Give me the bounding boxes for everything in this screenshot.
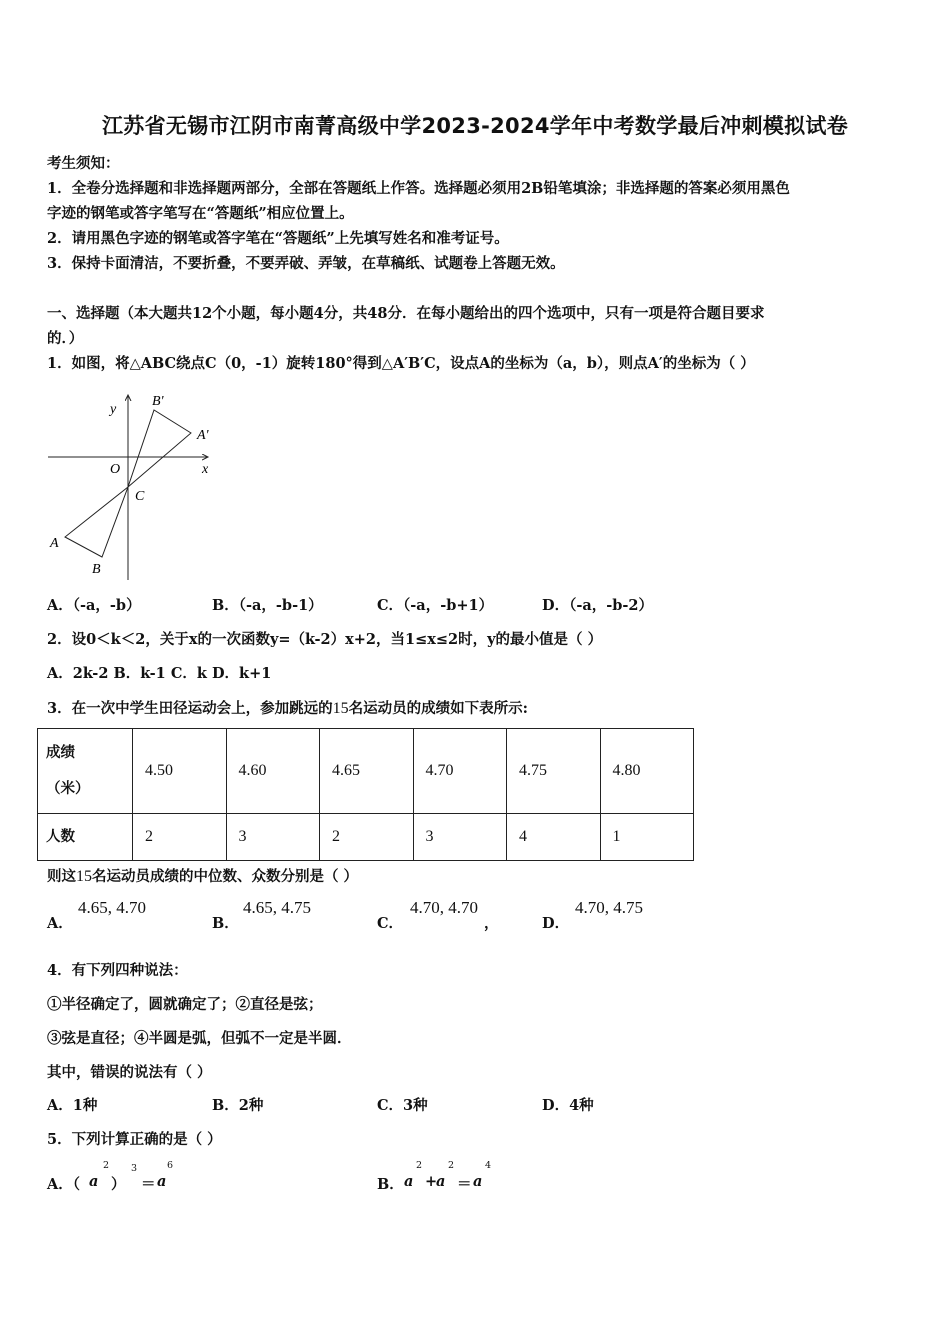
triangle-a-prime-b-prime-c	[128, 410, 191, 487]
label-c: C	[135, 489, 145, 504]
question-5-option-a-equals: ＝	[141, 1176, 156, 1193]
question-3-option-b-label: B．	[212, 915, 239, 932]
question-5-option-b-rhs: a	[473, 1173, 483, 1190]
table-cell: 4.75	[507, 729, 601, 814]
label-y: y	[110, 402, 117, 417]
question-4-line-2: ③弦是直径；④半圆是弧，但弧不一定是半圆．	[47, 1030, 352, 1047]
table-cell: 1	[600, 814, 694, 861]
label-x: x	[202, 462, 209, 477]
notice-heading: 考生须知：	[47, 155, 120, 172]
question-3-stem-number: 15	[332, 700, 349, 717]
notice-item-1-line-1: 1．全卷分选择题和非选择题两部分，全部在答题纸上作答。选择题必须用2B铅笔填涂；非选择题的答案必须用黑色	[47, 180, 790, 197]
question-5-stem: 5．下列计算正确的是（ ）	[47, 1131, 222, 1148]
question-4-option-b: B．2种	[212, 1097, 264, 1114]
label-a: A	[50, 536, 59, 551]
question-4-stem: 4．有下列四种说法：	[47, 962, 188, 979]
table-row	[38, 814, 694, 861]
question-4-option-c: C．3种	[377, 1097, 428, 1114]
question-5-option-a-base: a	[89, 1173, 99, 1190]
table-header-score-line-2: （米）	[46, 781, 90, 797]
question-2-stem: 2．设0＜k＜2，关于x的一次函数y=（k-2）x+2，当1≤x≤2时，y的最小值是（ ）	[47, 631, 603, 648]
question-3-follow-up	[47, 865, 358, 886]
section-1-heading-line-2: 的．）	[47, 330, 84, 347]
question-3-option-c-comma: ，	[484, 915, 499, 932]
question-5-option-b-base-2: a	[436, 1173, 446, 1190]
question-2-options: A．2k-2 B．k-1 C．k D．k+1	[47, 665, 272, 682]
question-3-option-d-label: D．	[542, 915, 570, 932]
table-cell: 3	[226, 814, 320, 861]
question-1-stem: 1．如图，将△ABC绕点C（0，-1）旋转180°得到△A′B′C，设点A的坐标为（a，b），则点A′的坐标为（ ）	[47, 355, 755, 372]
question-4-line-3: 其中，错误的说法有（ ）	[47, 1064, 212, 1081]
table-cell: 4.80	[600, 729, 694, 814]
question-5-option-a-exp-outer: 3	[131, 1163, 138, 1174]
question-4-line-1: ①半径确定了，圆就确定了；②直径是弦；	[47, 996, 323, 1013]
question-5-option-b-label: B．	[377, 1176, 404, 1193]
table-cell: 4.70	[413, 729, 507, 814]
table-cell: 4.50	[133, 729, 227, 814]
question-3-stem-pre: 3．在一次中学生田径运动会上，参加跳远的	[47, 700, 333, 717]
question-1-figure	[40, 385, 230, 580]
question-1-option-b: B．（-a，-b-1）	[212, 597, 323, 614]
label-origin: O	[110, 462, 121, 477]
question-5-option-b-base-1: a	[404, 1173, 414, 1190]
question-3-option-a-label: A．	[47, 915, 73, 932]
question-5-option-a-rhs-exp: 6	[167, 1160, 174, 1171]
question-5-option-a-close: ）	[111, 1176, 126, 1193]
question-3-follow-post: 名运动员成绩的中位数、众数分别是（ ）	[92, 868, 359, 885]
question-3-follow-number: 15	[76, 868, 92, 885]
section-1-heading-line-1: 一、选择题（本大题共12个小题，每小题4分，共48分．在每小题给出的四个选项中，只有一项是符合题目要求	[47, 305, 765, 322]
table-header-count: 人数	[38, 814, 133, 861]
table-cell: 2	[133, 814, 227, 861]
table-cell: 4.60	[226, 729, 320, 814]
table-header-score	[38, 729, 133, 814]
question-4-option-d: D．4种	[542, 1097, 594, 1114]
score-table	[37, 728, 694, 861]
triangle-abc	[65, 487, 128, 557]
question-3-option-b-value: 4.65, 4.75	[243, 898, 311, 917]
question-5-option-b-rhs-exp: 4	[485, 1160, 492, 1171]
notice-item-3: 3．保持卡面清洁，不要折叠，不要弄破、弄皱，在草稿纸、试题卷上答题无效。	[47, 255, 565, 272]
question-5-option-b-equals: ＝	[457, 1176, 472, 1193]
notice-item-1-line-2: 字迹的钢笔或答字笔写在“答题纸”相应位置上。	[47, 205, 354, 222]
page-title: 江苏省无锡市江阴市南菁高级中学2023-2024学年中考数学最后冲刺模拟试卷	[101, 114, 848, 138]
label-b-prime: B'	[152, 394, 164, 409]
question-3-option-a-value: 4.65, 4.70	[78, 898, 146, 917]
table-cell: 4.65	[320, 729, 414, 814]
question-5-option-b-exp-2: 2	[448, 1160, 455, 1171]
question-5-option-a-label: A．（	[47, 1176, 81, 1193]
table-row	[38, 729, 694, 814]
table-cell: 2	[320, 814, 414, 861]
table-cell: 4	[507, 814, 601, 861]
table-header-score-line-1: 成绩	[46, 745, 75, 761]
question-3-option-c-label: C．	[377, 915, 404, 932]
question-3-stem-post: 名运动员的成绩如下表所示:	[348, 700, 528, 717]
question-5-option-a-rhs: a	[157, 1173, 167, 1190]
question-1-option-d: D．（-a，-b-2）	[542, 597, 654, 614]
question-3-follow-pre: 则这	[47, 868, 76, 885]
question-5-option-b-exp-1: 2	[416, 1160, 423, 1171]
label-b: B	[92, 562, 101, 577]
question-3-option-d-value: 4.70, 4.75	[575, 898, 643, 917]
question-1-option-a: A．（-a，-b）	[47, 597, 141, 614]
question-1-option-c: C．（-a，-b+1）	[377, 597, 494, 614]
question-5-option-a-exp-inner: 2	[103, 1160, 110, 1171]
label-a-prime: A'	[197, 428, 209, 443]
question-3-option-c-value: 4.70, 4.70	[410, 898, 478, 917]
notice-item-2: 2．请用黑色字迹的钢笔或答字笔在“答题纸”上先填写姓名和准考证号。	[47, 230, 509, 247]
question-5-option-b-plus: +	[425, 1173, 438, 1190]
question-4-option-a: A．1种	[47, 1097, 98, 1114]
question-3-stem	[47, 697, 528, 718]
table-cell: 3	[413, 814, 507, 861]
